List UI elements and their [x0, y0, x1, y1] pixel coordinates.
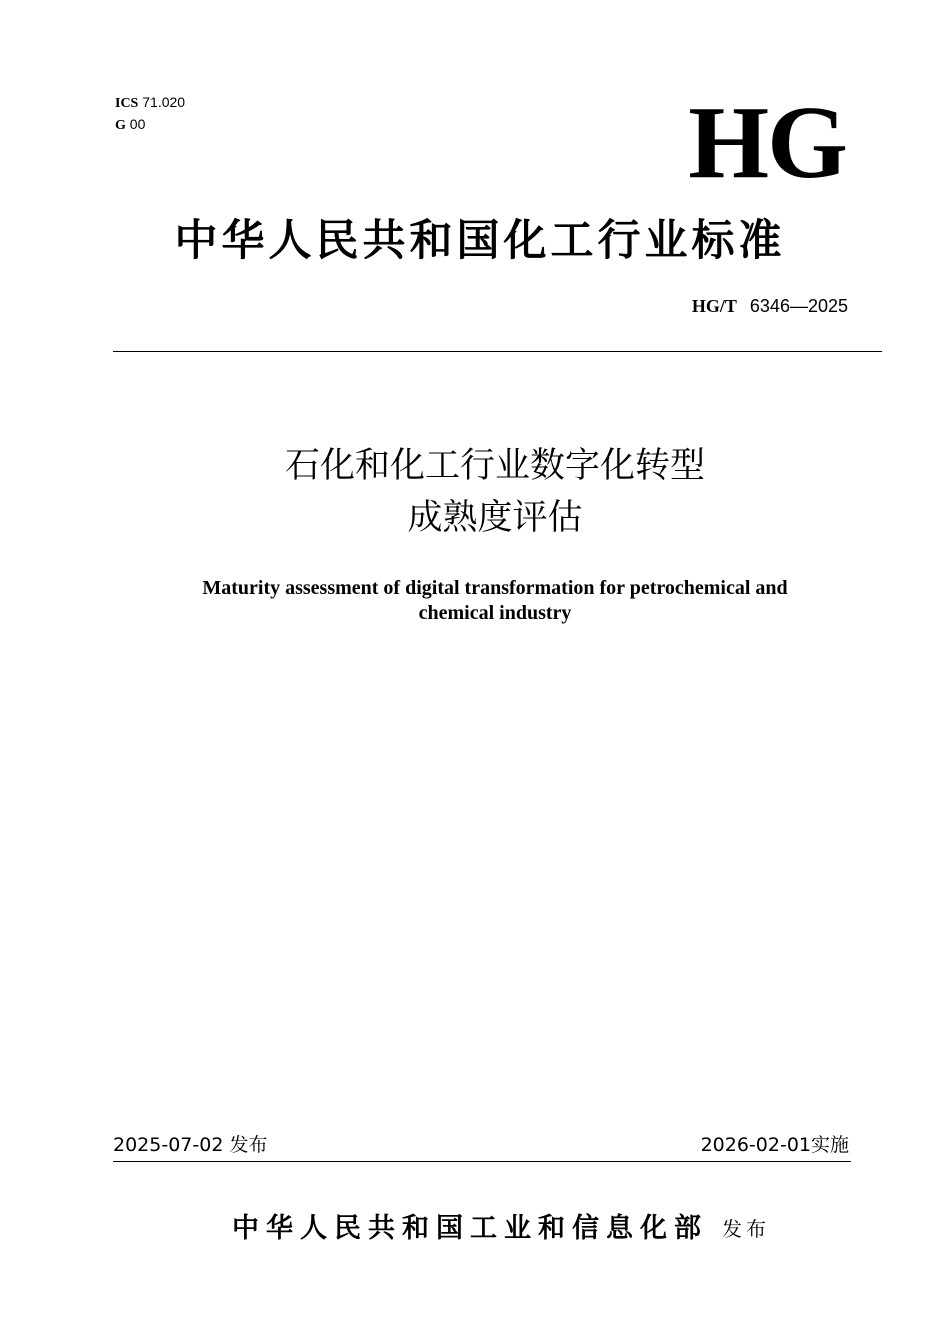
ics-label: ICS [115, 96, 139, 111]
ccs-label: G [115, 118, 126, 133]
header-divider [113, 351, 882, 352]
implementation-date: 2026-02-01实施 [700, 1134, 849, 1156]
ccs-code: 00 [129, 116, 146, 132]
ccs-code-line [115, 114, 185, 136]
english-title-line-2: chemical industry [418, 602, 572, 624]
issue-date: 2025-07-02 发布 [113, 1134, 268, 1156]
standard-type-title: 中华人民共和国化工行业标准 [174, 216, 786, 266]
hg-logo: HG [688, 85, 846, 200]
chinese-title [150, 440, 840, 544]
ics-code: 71.020 [142, 94, 186, 110]
footer-divider [113, 1161, 851, 1162]
publish-label: 发布 [722, 1217, 770, 1241]
classification-codes [115, 92, 185, 136]
ics-code-line [115, 92, 185, 114]
standard-prefix: HG/T [691, 296, 737, 316]
chinese-title-line-2: 成熟度评估 [407, 498, 583, 538]
chinese-title-line-1: 石化和化工行业数字化转型 [284, 446, 705, 486]
english-title-line-1: Maturity assessment of digital transformation for petrochemical and [202, 577, 788, 599]
standard-number [692, 294, 848, 318]
english-title [140, 576, 850, 626]
publisher-name: 中华人民共和国工业和信息化部 [232, 1213, 708, 1244]
standard-number-value: 6346—2025 [749, 296, 848, 316]
